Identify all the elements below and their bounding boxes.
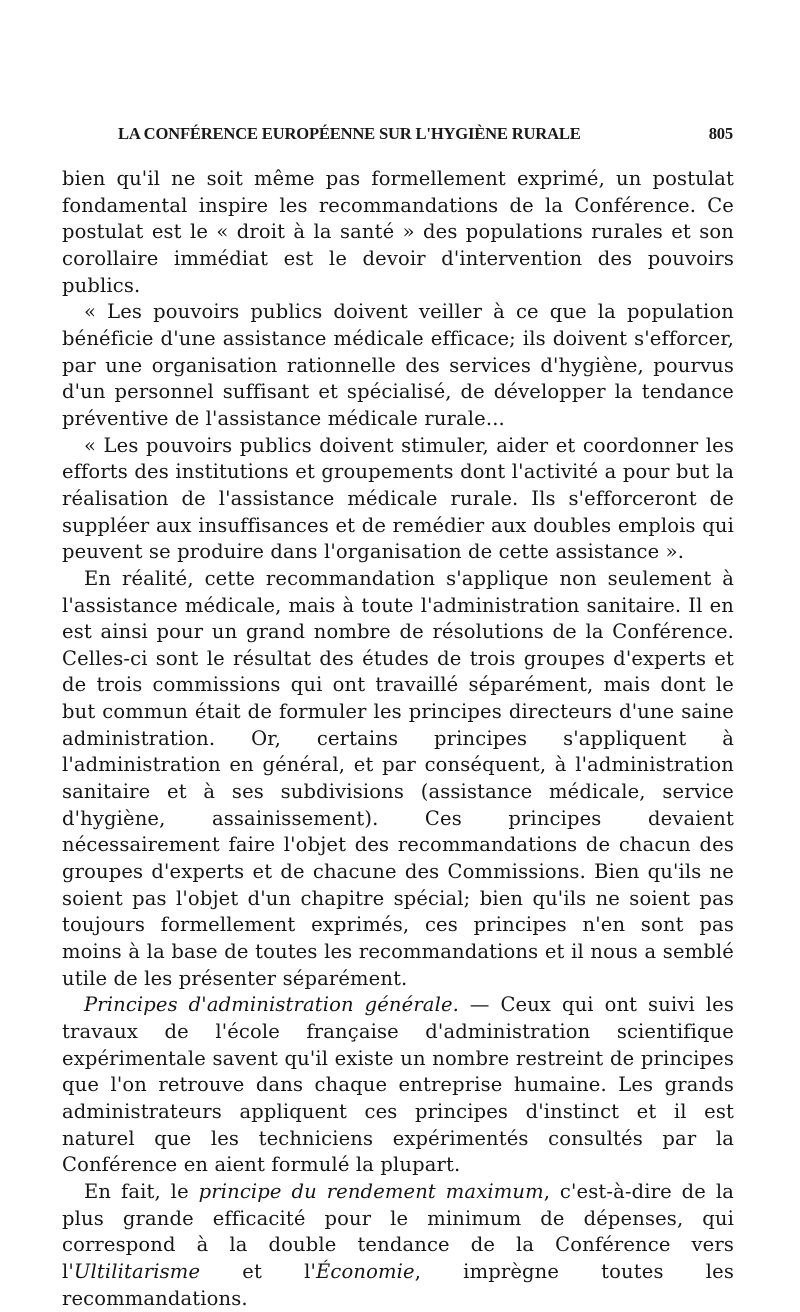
- paragraph-principes: [62, 992, 734, 1179]
- text-span: et l': [200, 1259, 317, 1283]
- running-header: [118, 124, 733, 146]
- paragraph-postulat: bien qu'il ne soit même pas formellement exprimé, un postulat fondamental inspire les recommandations de la Conférence. Ce postulat est le « droit à la santé » des populations rurales et son corollaire immédiat est le devoir d'intervention des pouvoirs publics.: [62, 167, 734, 297]
- paragraph-en-fait: [62, 1179, 734, 1312]
- page-number: 805: [708, 124, 733, 143]
- emphasis-rendement: principe du rendement maximum: [198, 1179, 544, 1203]
- text-span: En fait, le: [84, 1179, 199, 1203]
- paragraph-quote-1: « Les pouvoirs publics doivent veiller à ce que la population bénéficie d'une assistance médicale efficace; ils doivent s'efforcer, par une organisation rationnelle des services d'hygiène, pourvus d'un personnel suffisant et spécialisé, de développer la tendance préventive de l'assistance médicale rurale...: [62, 300, 734, 430]
- section-heading: Principes d'administration générale.: [84, 993, 459, 1017]
- emphasis-economie: Économie: [316, 1259, 415, 1283]
- page-body: [62, 166, 734, 1312]
- paragraph-en-realite: En réalité, cette recommandation s'applique non seulement à l'assistance médicale, mais à toute l'administration sanitaire. Il en est ainsi pour un grand nombre de résolutions de la Conférence. Celles-ci sont le résultat des études de trois groupes d'experts et de trois commissions qui ont travaillé séparément, mais dont le but commun était de formuler les principes directeurs d'une saine administration. Or, certains principes s'appliquent à l'administration en général, et par conséquent, à l'administration sanitaire et à ses subdivisions (assistance médicale, service d'hygiène, assainissement). Ces principes devaient nécessairement faire l'objet des recommandations de chacun des groupes d'experts et de chacune des Commissions. Bien qu'ils ne soient pas l'objet d'un chapitre spécial; bien qu'ils ne soient pas toujours formellement exprimés, ces principes n'en sont pas moins à la base de toutes les recommandations et il nous a semblé utile de les présenter séparément.: [62, 566, 734, 990]
- running-title: LA CONFÉRENCE EUROPÉENNE SUR L'HYGIÈNE RURALE: [118, 124, 581, 143]
- text-span: , c'est-à-dire de la plus grande efficacité pour le minimum de dépenses, qui correspond à la double tendance de la Conférence vers l': [62, 1179, 734, 1283]
- emphasis-utilitarisme: Ultilitarisme: [73, 1259, 201, 1283]
- text-span: , imprègne toutes les recommandations.: [62, 1259, 734, 1310]
- paragraph-quote-2: « Les pouvoirs publics doivent stimuler, aider et coordonner les efforts des institutions et groupements dont l'activité a pour but la réalisation de l'assistance médicale rurale. Ils s'efforceront de suppléer aux insuffisances et de remédier aux doubles emplois qui peuvent se produire dans l'organisation de cette assistance ».: [62, 433, 734, 564]
- paragraph-principes-text: — Ceux qui ont suivi les travaux de l'école française d'administration scientifique expérimentale savent qu'il existe un nombre restreint de principes que l'on retrouve dans chaque entreprise humaine. Les grands administrateurs appliquent ces principes d'instinct et il est naturel que les techniciens expérimentés consultés par la Conférence en aient formulé la plupart.: [62, 993, 734, 1177]
